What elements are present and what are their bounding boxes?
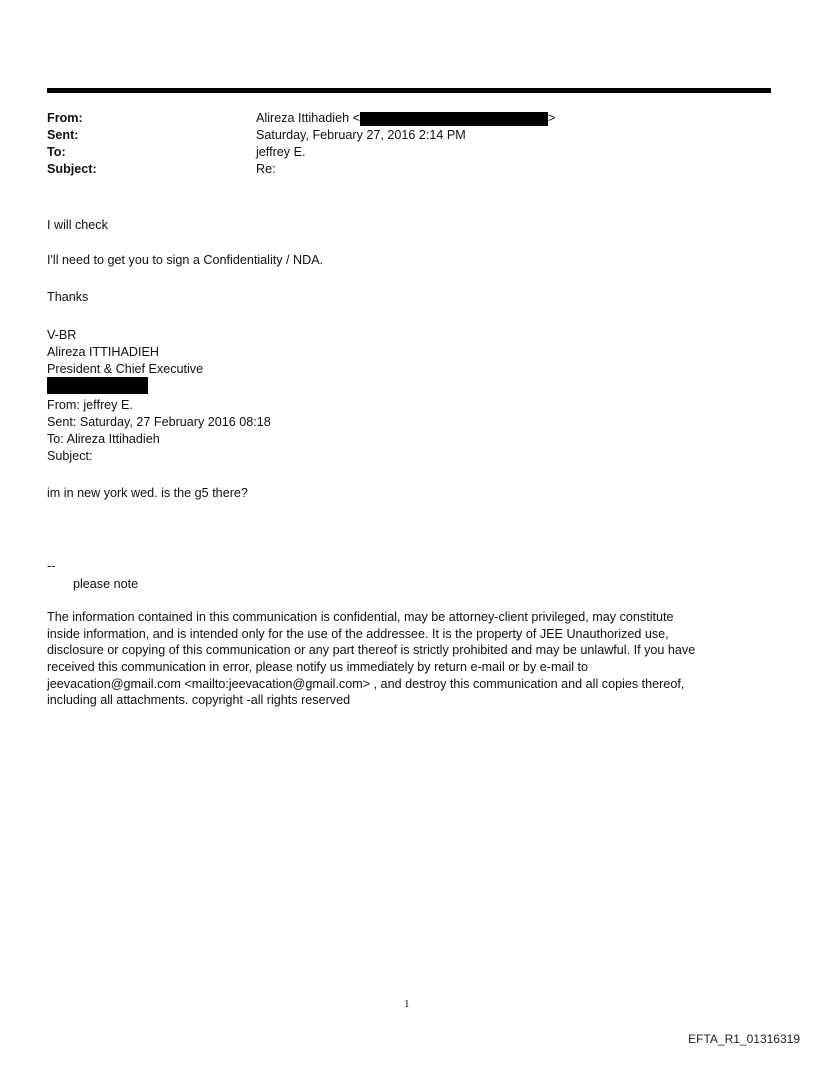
signature-line: Alireza ITTIHADIEH [47, 345, 159, 359]
sent-value: Saturday, February 27, 2016 2:14 PM [256, 128, 466, 142]
from-name: Alireza Ittihadieh < [256, 111, 360, 125]
from-value [256, 110, 555, 126]
sent-label: Sent: [47, 128, 79, 142]
redaction-box [47, 377, 148, 394]
disclaimer-line: jeevacation@gmail.com <mailto:jeevacation@gmail.com> , and destroy this communication and all copies thereof, [47, 677, 685, 691]
body-line: I'll need to get you to sign a Confidentiality / NDA. [47, 253, 324, 267]
document-id: EFTA_R1_01316319 [688, 1032, 800, 1046]
page-number: 1 [404, 998, 410, 1010]
quoted-sent: Sent: Saturday, 27 February 2016 08:18 [47, 415, 271, 429]
disclaimer-line: inside information, and is intended only for the use of the addressee. It is the property of JEE Unauthorized use, [47, 627, 669, 641]
signature-line: V-BR [47, 328, 77, 342]
body-line: I will check [47, 218, 108, 232]
quoted-to: To: Alireza Ittihadieh [47, 432, 160, 446]
quoted-from: From: jeffrey E. [47, 398, 133, 412]
quoted-subject: Subject: [47, 449, 93, 463]
to-value: jeffrey E. [256, 145, 306, 159]
body-line: Thanks [47, 290, 89, 304]
disclaimer-line: including all attachments. copyright -all rights reserved [47, 693, 351, 707]
subject-value: Re: [256, 162, 276, 176]
header-rule [47, 88, 771, 93]
from-label: From: [47, 111, 83, 125]
disclaimer-line: disclosure or copying of this communication or any part thereof is strictly prohibited and may be unlawful. If you have [47, 643, 696, 657]
to-label: To: [47, 145, 66, 159]
please-note: please note [73, 577, 139, 591]
signature-line: President & Chief Executive [47, 362, 204, 376]
disclaimer-line: received this communication in error, please notify us immediately by return e-mail or by e-mail to [47, 660, 589, 674]
subject-label: Subject: [47, 162, 97, 176]
disclaimer-line: The information contained in this communication is confidential, may be attorney-client privileged, may constitute [47, 610, 674, 624]
quoted-message: im in new york wed. is the g5 there? [47, 486, 248, 500]
separator: -- [47, 559, 56, 573]
redaction-box [360, 112, 548, 126]
from-close: > [547, 111, 556, 125]
